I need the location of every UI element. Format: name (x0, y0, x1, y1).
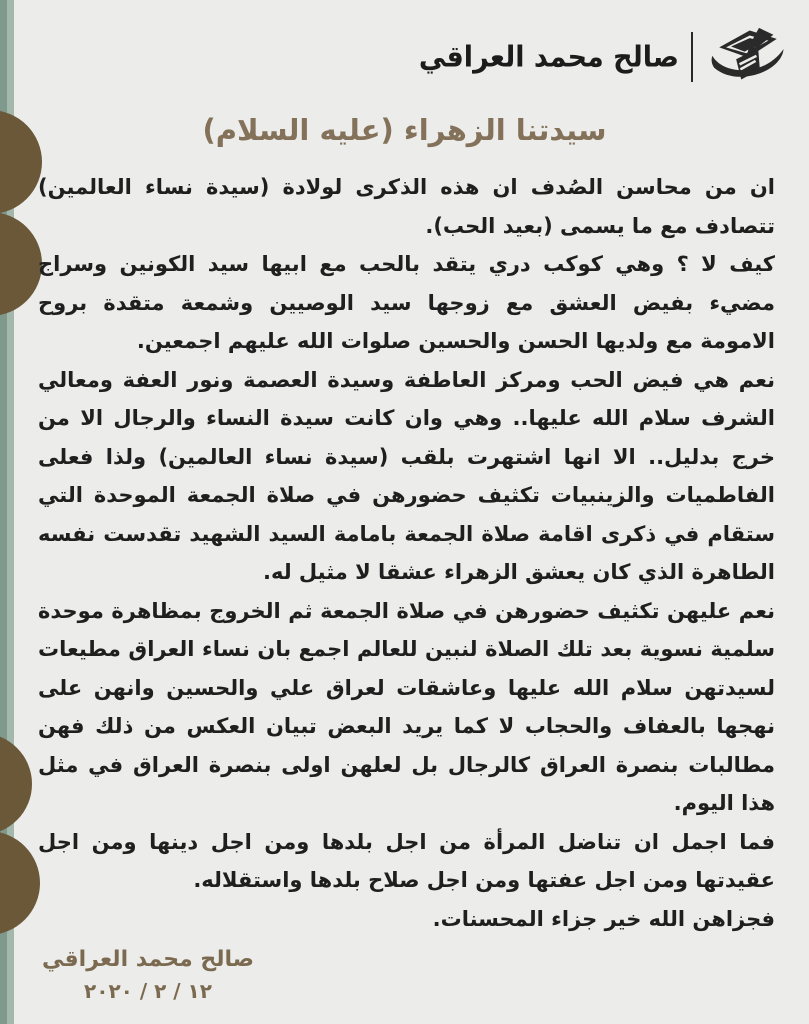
logo-divider (691, 32, 693, 82)
decorative-circle (0, 831, 40, 935)
date: ١٢ / ٢ / ٢٠٢٠ (84, 979, 212, 1003)
statement-paragraph: نعم عليهن تكثيف حضورهن في صلاة الجمعة ثم الخروج بمظاهرة موحدة سلمية نسوية بعد تلك الصلاة لنبين للعالم اجمع بان نساء العراق مطيعات لسيدتهن سلام الله عليها وعاشقات لعراق علي والحسين وانهن على نهجها بالعفاف والحجاب لا كما يريد البعض تبيان العكس من ذلك فهن مطالبات بنصرة العراق كالرجال بل لعلهن اولى بنصرة العراق في مثل هذا اليوم. (38, 598, 775, 815)
statement-body (38, 168, 775, 938)
page-title: سيدتنا الزهراء (عليه السلام) (202, 113, 607, 148)
decorative-circle (0, 733, 32, 835)
statement-paragraph: فجزاهن الله خير جزاء المحسنات. (432, 906, 775, 931)
book-pen-swoosh-icon (705, 22, 791, 92)
footer (42, 944, 254, 1006)
signature: صالح محمد العراقي (42, 947, 254, 972)
decorative-circle (0, 212, 42, 316)
logo (419, 22, 791, 92)
statement-paragraph: كيف لا ؟ وهي كوكب دري يتقد بالحب مع ابيها سيد الكونين وسراج مضيء بفيض العشق مع زوجها سيد الوصيين وشمعة متقدة بروح الامومة مع ولديها الحسن والحسين صلوات الله عليهم اجمعين. (38, 252, 775, 353)
statement-paragraph: فما اجمل ان تناضل المرأة من اجل بلدها ومن اجل دينها ومن اجل عقيدتها ومن اجل عفتها ومن اجل صلاح بلدها واستقلاله. (38, 829, 775, 892)
statement-paragraph: ان من محاسن الصُدف ان هذه الذكرى لولادة (سيدة نساء العالمين) تتصادف مع ما يسمى (بعيد الحب). (38, 175, 775, 238)
statement-paragraph: نعم هي فيض الحب ومركز العاطفة وسيدة العصمة ونور العفة ومعالي الشرف سلام الله عليها.. وهي وان كانت سيدة النساء والرجال الا من خرج بدليل.. الا انها اشتهرت بلقب (سيدة نساء العالمين) ولذا فعلى الفاطميات والزينبيات تكثيف حضورهن في صلاة الجمعة الموحدة التي ستقام في ذكرى اقامة صلاة الجمعة بامامة السيد الشهيد تقدست نفسه الطاهرة الذي كان يعشق الزهراء عشقا لا مثيل له. (38, 367, 775, 584)
logo-calligraphy-text: صالح محمد العراقي (418, 40, 679, 74)
